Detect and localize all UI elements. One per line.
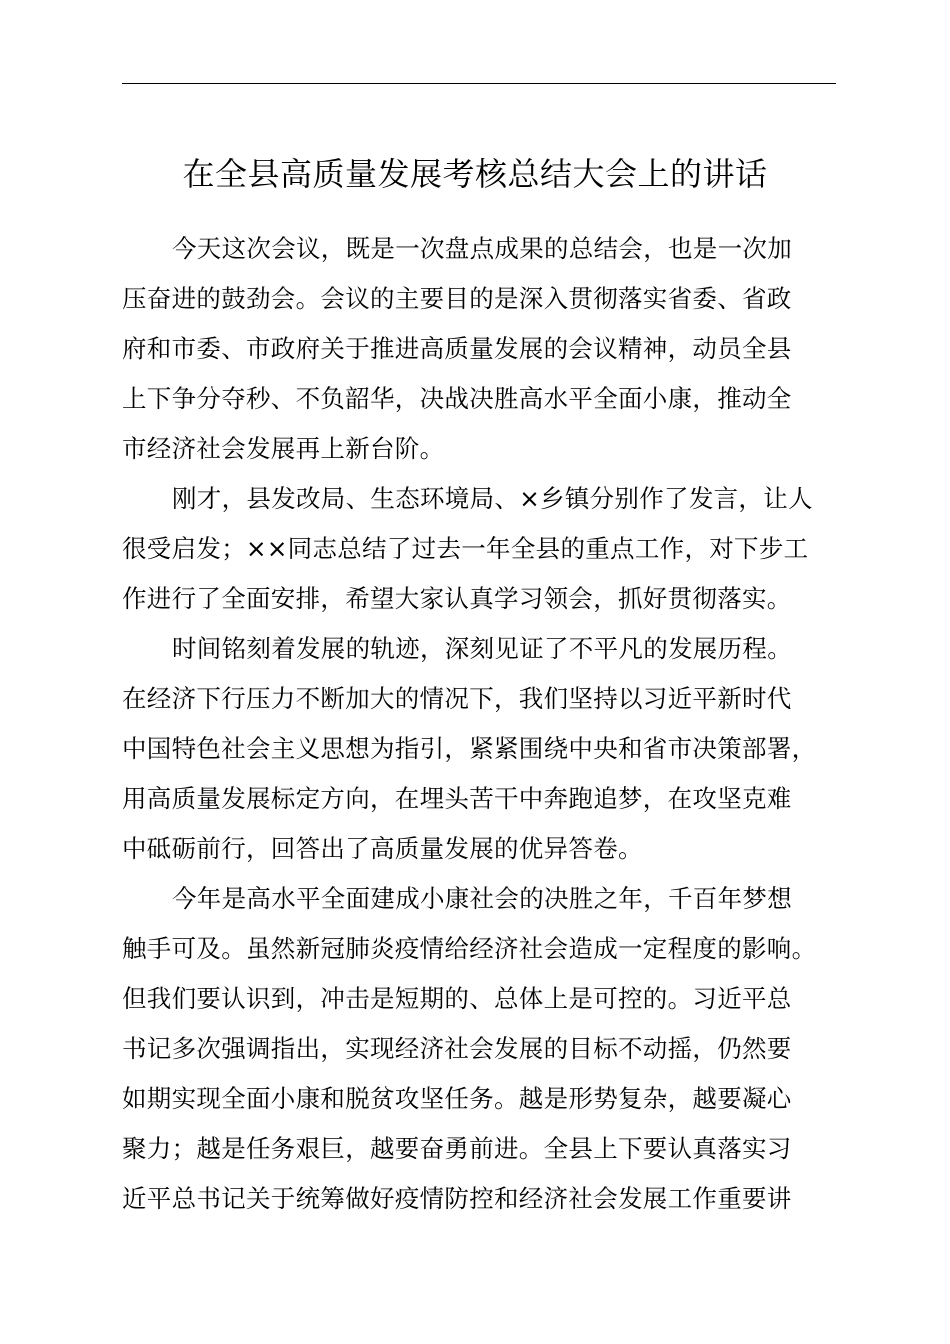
paragraph-4-line-3: 但我们要认识到，冲击是短期的、总体上是可控的。习近平总	[122, 984, 792, 1013]
paragraph-1-line-1: 今天这次会议，既是一次盘点成果的总结会，也是一次加	[172, 234, 792, 263]
paragraph-3-line-3: 中国特色社会主义思想为指引，紧紧围绕中央和省市决策部署，	[122, 734, 817, 763]
paragraph-4-line-1: 今年是高水平全面建成小康社会的决胜之年，千百年梦想	[172, 884, 792, 913]
paragraph-2-line-1: 刚才，县发改局、生态环境局、×乡镇分别作了发言，让人	[172, 484, 813, 513]
paragraph-4-line-2: 触手可及。虽然新冠肺炎疫情给经济社会造成一定程度的影响。	[122, 934, 817, 963]
header-divider	[122, 83, 836, 84]
paragraph-2-line-3: 作进行了全面安排，希望大家认真学习领会，抓好贯彻落实。	[122, 584, 792, 613]
paragraph-3-line-2: 在经济下行压力不断加大的情况下，我们坚持以习近平新时代	[122, 684, 792, 713]
paragraph-4-line-7: 近平总书记关于统筹做好疫情防控和经济社会发展工作重要讲	[122, 1184, 792, 1213]
paragraph-1-line-3: 府和市委、市政府关于推进高质量发展的会议精神，动员全县	[122, 334, 792, 363]
paragraph-3-line-4: 用高质量发展标定方向，在埋头苦干中奔跑追梦，在攻坚克难	[122, 784, 792, 813]
paragraph-1-line-2: 压奋进的鼓劲会。会议的主要目的是深入贯彻落实省委、省政	[122, 284, 792, 313]
paragraph-3-line-1: 时间铭刻着发展的轨迹，深刻见证了不平凡的发展历程。	[172, 634, 792, 663]
paragraph-4-line-4: 书记多次强调指出，实现经济社会发展的目标不动摇，仍然要	[122, 1034, 792, 1063]
document-body	[122, 224, 838, 1224]
paragraph-4-line-5: 如期实现全面小康和脱贫攻坚任务。越是形势复杂，越要凝心	[122, 1084, 792, 1113]
document-title: 在全县高质量发展考核总结大会上的讲话	[182, 155, 768, 193]
paragraph-3-line-5: 中砥砺前行，回答出了高质量发展的优异答卷。	[122, 834, 643, 863]
paragraph-1-line-5: 市经济社会发展再上新台阶。	[122, 434, 445, 463]
paragraph-1-line-4: 上下争分夺秒、不负韶华，决战决胜高水平全面小康，推动全	[122, 384, 792, 413]
paragraph-4-line-6: 聚力；越是任务艰巨，越要奋勇前进。全县上下要认真落实习	[122, 1134, 792, 1163]
paragraph-2-line-2: 很受启发；××同志总结了过去一年全县的重点工作，对下步工	[122, 534, 809, 563]
